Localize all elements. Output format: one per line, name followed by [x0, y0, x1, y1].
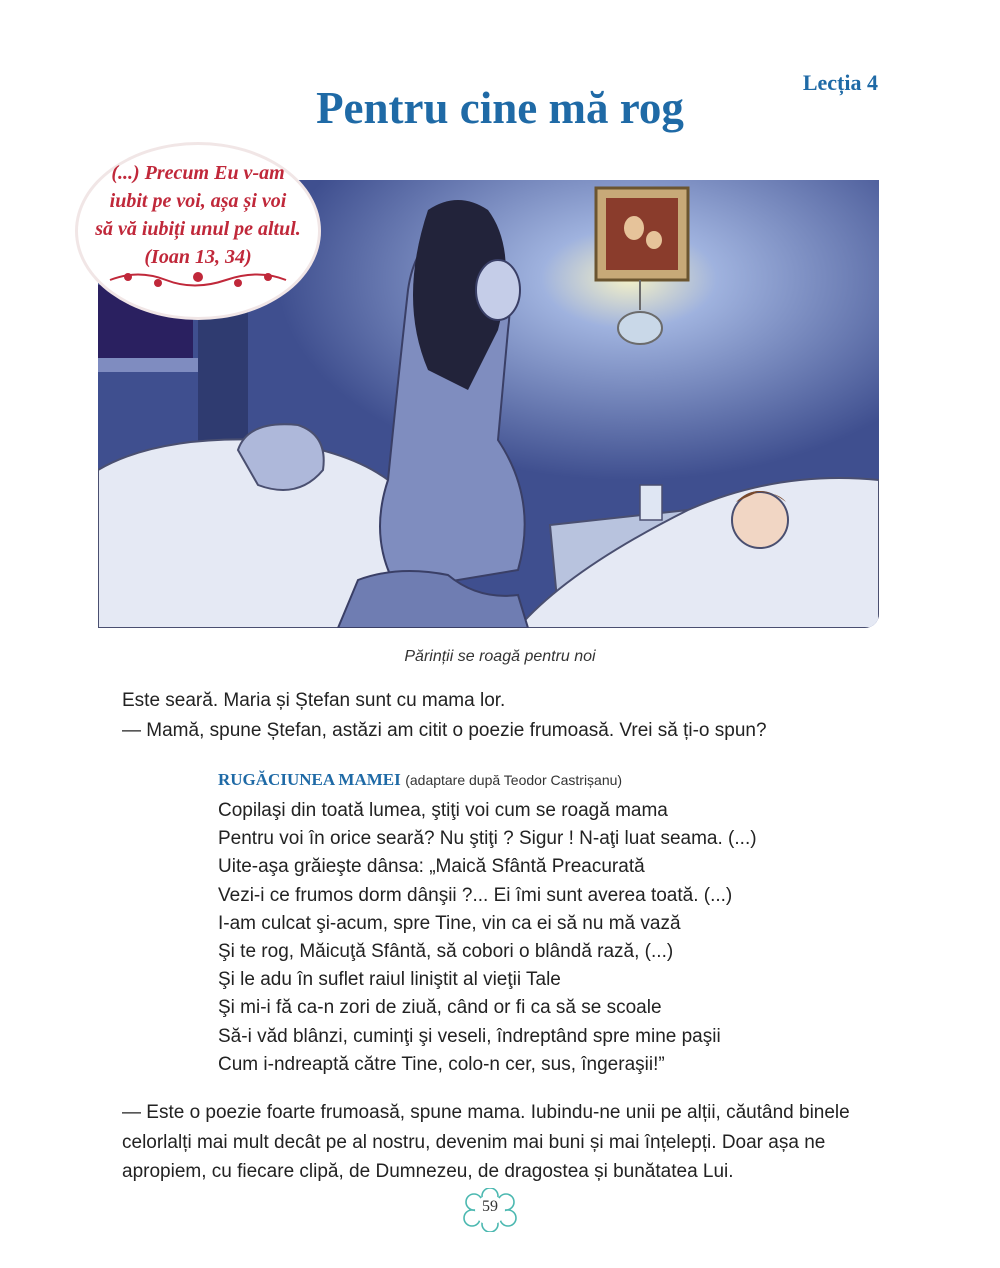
quote-reference: (Ioan 13, 34) — [144, 246, 252, 268]
poem-title: RUGĂCIUNEA MAMEI — [218, 770, 401, 789]
quote-line: să vă iubiți unul pe altul. — [95, 218, 301, 240]
page-title: Pentru cine mă rog — [316, 83, 684, 133]
poem-line: Şi te rog, Măicuţă Sfântă, să cobori o blândă rază, (...) — [218, 941, 674, 963]
page-number: 59 — [482, 1198, 498, 1215]
poem-source: (adaptare după Teodor Castrișanu) — [405, 772, 623, 788]
dialogue-line: — Mamă, spune Ștefan, astăzi am citit o poezie frumoasă. Vrei să ți-o spun? — [122, 720, 767, 741]
bible-quote — [78, 159, 318, 271]
floral-ornament-icon — [108, 267, 288, 293]
poem-heading — [218, 770, 622, 790]
quote-bubble — [78, 145, 318, 317]
quote-line: iubit pe voi, așa și voi — [109, 190, 287, 212]
poem-line: Să-i văd blânzi, cuminţi şi veseli, îndreptând spre mine paşii — [218, 1025, 721, 1047]
poem-line: Uite-aşa grăieşte dânsa: „Maică Sfântă Preacurată — [218, 856, 645, 878]
poem-line: Cum i-ndreaptă către Tine, colo-n cer, sus, îngeraşii!” — [218, 1053, 665, 1075]
intro-line: Este seară. Maria și Ștefan sunt cu mama lor. — [122, 690, 506, 711]
poem-line: Vezi-i ce frumos dorm dânşii ?... Ei îmi sunt averea toată. (...) — [218, 884, 733, 906]
poem-body — [218, 797, 757, 1079]
poem-line: Şi mi-i fă ca-n zori de ziuă, când or fi ca să se scoale — [218, 997, 662, 1019]
illustration-caption: Părinții se roagă pentru noi — [404, 648, 596, 665]
page-number-badge — [462, 1188, 518, 1232]
lesson-label: Lecția 4 — [802, 70, 878, 95]
poem-line: I-am culcat şi-acum, spre Tine, vin ca ei să nu mă vază — [218, 912, 681, 934]
quote-line: (...) Precum Eu v-am — [111, 162, 285, 184]
poem-line: Copilaşi din toată lumea, ştiţi voi cum se roagă mama — [218, 800, 668, 821]
closing-paragraph: — Este o poezie foarte frumoasă, spune mama. Iubindu-ne unii pe alții, căutând binele celorlalți mai mult decât pe al nostru, devenim mai buni și mai înțelepți. Doar așa ne apropiem, cu fiecare clipă, de Dumnezeu, de dragostea și bunătatea Lui. — [122, 1102, 850, 1182]
poem-line: Pentru voi în orice seară? Nu ştiţi ? Sigur ! N-aţi luat seama. (...) — [218, 828, 757, 850]
poem-line: Şi le adu în suflet raiul liniştit al vieţii Tale — [218, 969, 561, 991]
